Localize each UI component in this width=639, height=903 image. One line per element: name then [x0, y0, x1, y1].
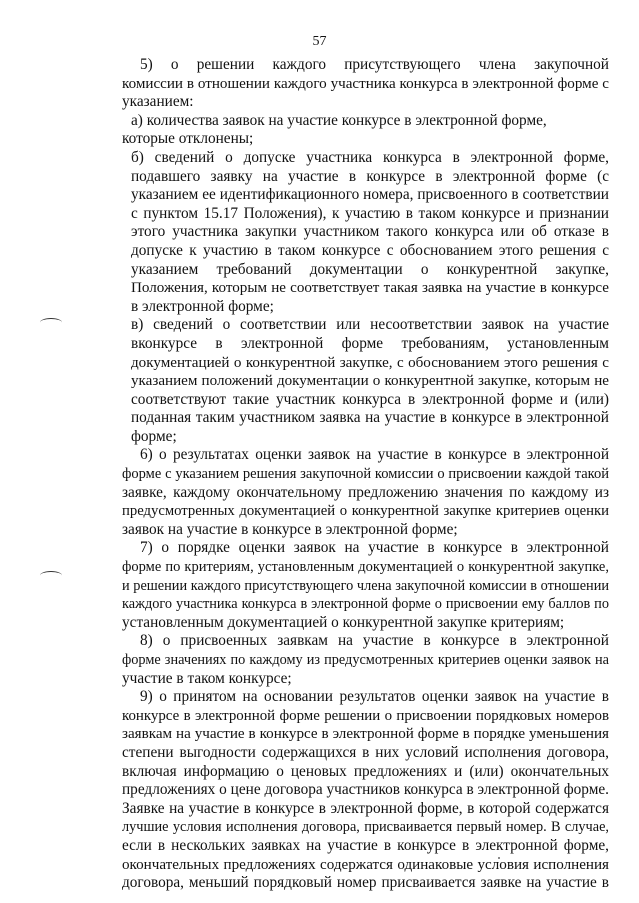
text-line: 8) о присвоенных заявкам на участие в конкурсе в электронной	[140, 632, 609, 650]
text-line: с пунктом 15.17 Положения), к участию в таком конкурсе и признании	[131, 204, 609, 222]
document-body	[122, 56, 609, 893]
text-line: указанием требований документации о конкурентной закупке,	[131, 260, 609, 278]
text-line: форме с указанием решения закупочной комиссии о присвоении каждой такой	[122, 466, 609, 483]
text-line: установленным документацией о конкурентной закупке критериям;	[122, 613, 565, 631]
text-line: 9) о принятом на основании результатов оценки заявок на участие в	[140, 688, 609, 706]
text-line: предложениях о цене договора участников конкурса в электронной форме.	[122, 781, 609, 799]
text-line: конкурсе в электронной форме решении о присвоении порядковых номеров	[122, 707, 609, 724]
text-line: 6) о результатах оценки заявок на участие в конкурсе в электронной	[140, 446, 609, 464]
text-line: комиссии в отношении каждого участника конкурса в электронной форме с	[122, 75, 609, 92]
text-line: участие в таком конкурсе;	[122, 669, 292, 687]
text-line: заявок на участие в конкурсе в электронной форме;	[122, 520, 458, 538]
text-line: и решении каждого присутствующего члена закупочной комиссии в отношении	[122, 577, 609, 594]
text-line: допуске к участию в таком конкурсе с обоснованием этого решения с	[131, 241, 609, 259]
text-line: документацией о конкурентной закупке, с обоснованием этого решения с	[131, 354, 609, 371]
text-line: подавшего заявку на участие в конкурсе в электронной форме (с	[131, 167, 609, 185]
text-line: а) количества заявок на участие конкурсе в электронной форме,	[131, 111, 547, 129]
margin-mark	[40, 318, 62, 327]
text-line: указанием положений документации о конкурентной закупке, которым не	[131, 373, 609, 390]
text-line: договора, меньший порядковый номер присваивается заявке на участие в	[122, 874, 609, 892]
text-line: предусмотренных документацией о конкурентной закупке критериев оценки	[122, 503, 609, 520]
text-line: форме значениях по каждому из предусмотренных критериев оценки заявок на	[122, 652, 609, 668]
text-line: если в нескольких заявках на участие в конкурсе в электронной форме,	[122, 836, 609, 854]
text-line: в электронной форме;	[131, 297, 274, 315]
text-line: форме;	[131, 427, 177, 445]
text-line: окончательных предложениях содержатся одинаковые условия исполнения	[122, 856, 609, 873]
text-line: указанием ее идентификационного номера, присвоенного в соответствии	[131, 186, 609, 204]
text-line: Заявке на участие в конкурсе в электронной форме, в которой содержатся	[122, 799, 609, 817]
text-line: б) сведений о допуске участника конкурса в электронной форме,	[131, 148, 609, 166]
text-line: в) сведений о соответствии или несоответствии заявок на участие	[131, 316, 609, 334]
text-line: заявке, каждому окончательному предложению значения по каждому из	[122, 483, 609, 501]
text-line: соответствуют такие участник конкурса в электронной форме и (или)	[131, 390, 609, 408]
text-line: каждого участника конкурса в электронной форме о присвоении ему баллов по	[122, 596, 609, 613]
text-line: степени выгодности содержащихся в них условий исполнения договора,	[122, 743, 609, 761]
page-number: 57	[312, 34, 327, 49]
text-line: указанием:	[122, 93, 194, 111]
text-line: 5) о решении каждого присутствующего члена закупочной	[140, 56, 609, 73]
text-line: этого участника закупки участником такого конкурса или об отказе в	[131, 223, 609, 241]
text-line: заявкам на участие в конкурсе в электронной форме в порядке уменьшения	[122, 726, 609, 743]
text-line: Положения, которым не соответствует такая заявка на участие в конкурсе	[131, 280, 609, 297]
text-line: 7) о порядке оценки заявок на участие в конкурсе в электронной	[140, 539, 609, 557]
text-line: которые отклонены;	[122, 130, 254, 148]
text-line: включая информацию о ценовых предложениях и (или) окончательных	[122, 762, 609, 780]
text-line: лучшие условия исполнения договора, присваивается первый номер. В случае,	[122, 819, 609, 836]
text-line: поданная таким участником заявка на участие в конкурсе в электронной	[131, 409, 609, 427]
text-line: форме по критериям, установленным документацией о конкурентной закупке,	[122, 559, 609, 576]
margin-mark	[40, 571, 62, 580]
text-line: вконкурсе в электронной форме требованиям, установленным	[131, 334, 609, 352]
